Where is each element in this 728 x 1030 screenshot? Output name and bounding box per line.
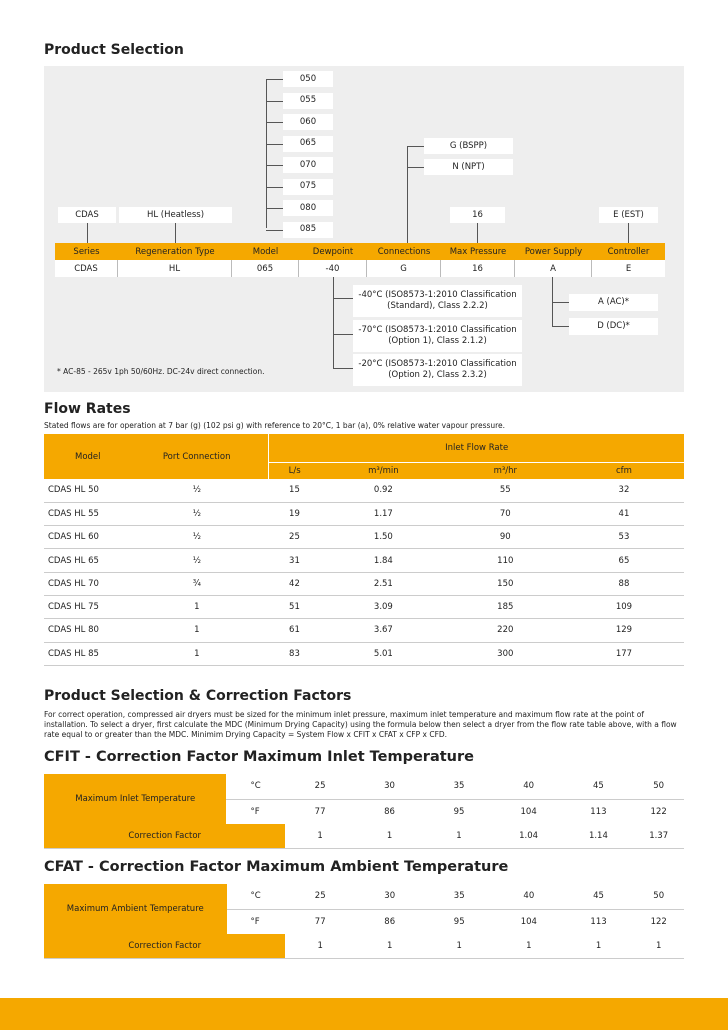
model-option-box: 060 xyxy=(283,114,333,130)
fahrenheit-value: 122 xyxy=(650,916,667,927)
fahrenheit-value: 113 xyxy=(590,916,607,927)
fahrenheit-value: 86 xyxy=(384,916,396,927)
factor-value: 1 xyxy=(386,830,393,841)
celsius-value: 40 xyxy=(523,891,535,902)
value-connections: G xyxy=(367,260,441,277)
factor-value: 1 xyxy=(595,940,602,951)
factor-value: 1.04 xyxy=(519,830,539,841)
fahrenheit-value: 122 xyxy=(650,806,667,817)
connection-option-npt: N (NPT) xyxy=(424,159,513,175)
row-value-cell: 300 xyxy=(497,648,514,659)
row-value-cell: ½ xyxy=(192,485,202,496)
cf-row-celsius xyxy=(44,884,684,909)
header-model: Model xyxy=(252,246,279,257)
power-option-dc: D (DC)* xyxy=(569,318,658,335)
celsius-value: 45 xyxy=(593,891,604,902)
connection-option-bspp: G (BSPP) xyxy=(424,138,513,154)
row-value-cell: 61 xyxy=(289,625,300,636)
row-value-cell: 2.51 xyxy=(373,578,393,589)
model-option-box: 050 xyxy=(283,71,333,87)
model-option-box: 070 xyxy=(283,157,333,173)
flow-rates-subtitle: Stated flows are for operation at 7 bar (g) (102 psi g) with reference to 20°C, 1 bar (a), 0% relative water vapour pressure. xyxy=(44,421,506,430)
row-value-cell: 109 xyxy=(615,602,633,613)
cfit-title: CFIT - Correction Factor Maximum Inlet Temperature xyxy=(44,749,474,765)
row-value-cell: 185 xyxy=(497,602,514,613)
celsius-value: 35 xyxy=(453,891,465,902)
table-row xyxy=(44,526,684,549)
row-value-cell: ¾ xyxy=(192,578,202,589)
row-value-cell: 1.84 xyxy=(373,555,393,566)
dewpoint-tree-line xyxy=(333,277,334,368)
series-label-box: CDAS xyxy=(58,207,116,223)
dewpoint-option-line1: -40°C (ISO8573-1:2010 Classification xyxy=(358,290,517,301)
unit-celsius: °C xyxy=(250,891,261,902)
value-series: CDAS xyxy=(55,260,118,277)
value-model: 065 xyxy=(232,260,299,277)
factor-value: 1 xyxy=(456,830,462,841)
factor-value: 1 xyxy=(456,940,462,951)
factor-value: 1.14 xyxy=(588,830,608,841)
table-row xyxy=(44,502,684,525)
col-header-inlet-flow: Inlet Flow Rate xyxy=(269,434,684,462)
celsius-value: 50 xyxy=(653,891,665,902)
unit-fahrenheit: °F xyxy=(250,806,260,817)
row-value-cell: 32 xyxy=(618,485,630,496)
row-value-cell: 1 xyxy=(194,648,200,659)
value-power-supply: A xyxy=(515,260,592,277)
power-option-ac: A (AC)* xyxy=(569,294,658,311)
row-value-cell: 1 xyxy=(194,602,200,613)
table-row xyxy=(44,619,684,642)
flow-rates-table xyxy=(44,434,684,666)
row-value-cell: 83 xyxy=(289,648,300,659)
row-value-cell: 177 xyxy=(615,648,633,659)
row-model-cell: CDAS HL 85 xyxy=(48,648,99,659)
flow-rates-title: Flow Rates xyxy=(44,401,131,417)
row-value-cell: 3.09 xyxy=(373,602,393,613)
value-regen-type: HL xyxy=(118,260,232,277)
fahrenheit-value: 95 xyxy=(453,916,465,927)
celsius-value: 35 xyxy=(453,781,465,792)
row-value-cell: 51 xyxy=(289,602,300,613)
row-value-cell: 1 xyxy=(194,625,200,636)
connection-tree-line xyxy=(407,146,408,243)
row-value-cell: 88 xyxy=(618,578,630,589)
col-header-port: Port Connection xyxy=(125,434,269,479)
celsius-value: 50 xyxy=(653,781,665,792)
row-value-cell: 3.67 xyxy=(373,625,393,636)
row-model-cell: CDAS HL 55 xyxy=(48,508,99,519)
header-connections: Connections xyxy=(377,246,431,257)
row-model-cell: CDAS HL 60 xyxy=(48,532,99,543)
cfit-label: Maximum Inlet Temperature xyxy=(44,774,226,824)
unit-fahrenheit: °F xyxy=(250,916,260,927)
header-max-pressure: Max Pressure xyxy=(449,246,507,257)
header-series: Series xyxy=(73,246,100,257)
row-value-cell: 19 xyxy=(289,508,300,519)
table-row xyxy=(44,479,684,502)
row-value-cell: 41 xyxy=(618,508,630,519)
dewpoint-option-line2: (Option 1), Class 2.1.2) xyxy=(388,336,487,346)
correction-title: Product Selection & Correction Factors xyxy=(44,688,352,704)
row-value-cell: 31 xyxy=(289,555,300,566)
dewpoint-option-line1: -20°C (ISO8573-1:2010 Classification xyxy=(358,359,517,370)
fahrenheit-value: 104 xyxy=(520,916,537,927)
dewpoint-option-line1: -70°C (ISO8573-1:2010 Classification xyxy=(358,325,517,336)
row-value-cell: 25 xyxy=(289,532,300,543)
factor-value: 1.37 xyxy=(649,830,669,841)
table-row xyxy=(44,595,684,618)
row-value-cell: 1.17 xyxy=(373,508,393,519)
row-value-cell: 15 xyxy=(289,485,300,496)
model-option-box: 065 xyxy=(283,136,333,152)
regen-label-box: HL (Heatless) xyxy=(119,207,232,223)
table-row xyxy=(44,642,684,665)
unit-header: m³/min xyxy=(320,462,447,479)
factor-value: 1 xyxy=(655,940,662,951)
row-value-cell: 0.92 xyxy=(373,485,393,496)
cf-row-factor xyxy=(44,934,684,958)
celsius-value: 30 xyxy=(384,891,396,902)
row-value-cell: ½ xyxy=(192,555,202,566)
table-row xyxy=(44,549,684,572)
fahrenheit-value: 77 xyxy=(314,806,326,817)
unit-header: L/s xyxy=(269,462,320,479)
row-value-cell: 150 xyxy=(497,578,514,589)
header-controller: Controller xyxy=(607,246,650,257)
fahrenheit-value: 113 xyxy=(590,806,607,817)
row-value-cell: 5.01 xyxy=(373,648,393,659)
row-value-cell: 70 xyxy=(499,508,511,519)
cf-row-factor xyxy=(44,824,684,848)
row-value-cell: 110 xyxy=(497,555,514,566)
selection-footnote: * AC-85 - 265v 1ph 50/60Hz. DC-24v direct connection. xyxy=(57,367,265,376)
row-value-cell: 53 xyxy=(618,532,630,543)
row-model-cell: CDAS HL 65 xyxy=(48,555,99,566)
header-power-supply: Power Supply xyxy=(524,246,583,257)
dewpoint-option-line2: (Standard), Class 2.2.2) xyxy=(387,301,488,311)
fahrenheit-value: 104 xyxy=(520,806,537,817)
unit-header: m³/hr xyxy=(447,462,564,479)
fahrenheit-value: 86 xyxy=(384,806,395,817)
correction-paragraph: For correct operation, compressed air dryers must be sized for the minimum inlet pressure, maximum inlet temperature and maximum flow rate at the point of installation. To select a dryer, first calculate the MDC (Minimum Drying Capacity) using the formula below then select a dryer from the flow rate table above, with a flow rate equal to or greater than the MDC. Minimim Drying Capacity = System Flow x CFIT x CFAT x CFP x CFD. xyxy=(44,710,677,739)
model-option-box: 075 xyxy=(283,179,333,195)
row-model-cell: CDAS HL 50 xyxy=(48,485,99,496)
value-controller: E xyxy=(625,263,632,274)
cf-row-celsius xyxy=(44,774,684,799)
factor-value: 1 xyxy=(387,940,393,951)
header-regen-type: Regeneration Type xyxy=(135,246,215,257)
celsius-value: 30 xyxy=(384,781,395,792)
controller-label-box: E (EST) xyxy=(599,207,658,223)
row-value-cell: 55 xyxy=(499,485,511,496)
fahrenheit-value: 95 xyxy=(453,806,465,817)
cfit-table xyxy=(44,774,684,849)
row-value-cell: 1.50 xyxy=(373,532,393,543)
cfit-factor-label: Correction Factor xyxy=(44,824,285,848)
unit-celsius: °C xyxy=(250,781,261,792)
row-model-cell: CDAS HL 70 xyxy=(48,578,99,589)
factor-value: 1 xyxy=(317,940,323,951)
unit-header: cfm xyxy=(564,462,684,479)
celsius-value: 45 xyxy=(593,781,604,792)
dewpoint-option-box xyxy=(353,320,522,352)
dewpoint-option-line2: (Option 2), Class 2.3.2) xyxy=(388,370,487,380)
col-header-model: Model xyxy=(44,434,125,479)
factor-value: 1 xyxy=(526,940,532,951)
factor-value: 1 xyxy=(317,830,323,841)
celsius-value: 25 xyxy=(314,781,326,792)
header-dewpoint: Dewpoint xyxy=(312,246,354,257)
dewpoint-option-box xyxy=(353,354,522,386)
row-value-cell: 220 xyxy=(497,625,514,636)
cfat-title: CFAT - Correction Factor Maximum Ambient Temperature xyxy=(44,859,509,875)
model-option-box: 080 xyxy=(283,200,333,216)
value-dewpoint: -40 xyxy=(299,260,367,277)
cfat-label: Maximum Ambient Temperature xyxy=(44,884,227,934)
cfat-factor-label: Correction Factor xyxy=(44,934,285,958)
model-option-box: 055 xyxy=(283,93,333,109)
row-value-cell: ½ xyxy=(192,508,202,519)
table-row xyxy=(44,572,684,595)
row-model-cell: CDAS HL 80 xyxy=(48,625,99,636)
cfat-table xyxy=(44,884,684,959)
fahrenheit-value: 77 xyxy=(314,916,326,927)
celsius-value: 40 xyxy=(523,781,535,792)
dewpoint-option-box xyxy=(353,285,522,317)
product-selection-title: Product Selection xyxy=(44,42,184,58)
pressure-label-box: 16 xyxy=(450,207,505,223)
celsius-value: 25 xyxy=(314,891,326,902)
footer-bar xyxy=(0,998,728,1030)
row-value-cell: 129 xyxy=(615,625,633,636)
model-option-box: 085 xyxy=(283,222,333,238)
row-value-cell: ½ xyxy=(192,532,202,543)
row-model-cell: CDAS HL 75 xyxy=(48,602,99,613)
row-value-cell: 65 xyxy=(618,555,630,566)
row-value-cell: 42 xyxy=(289,578,300,589)
value-max-pressure: 16 xyxy=(441,260,515,277)
row-value-cell: 90 xyxy=(499,532,511,543)
